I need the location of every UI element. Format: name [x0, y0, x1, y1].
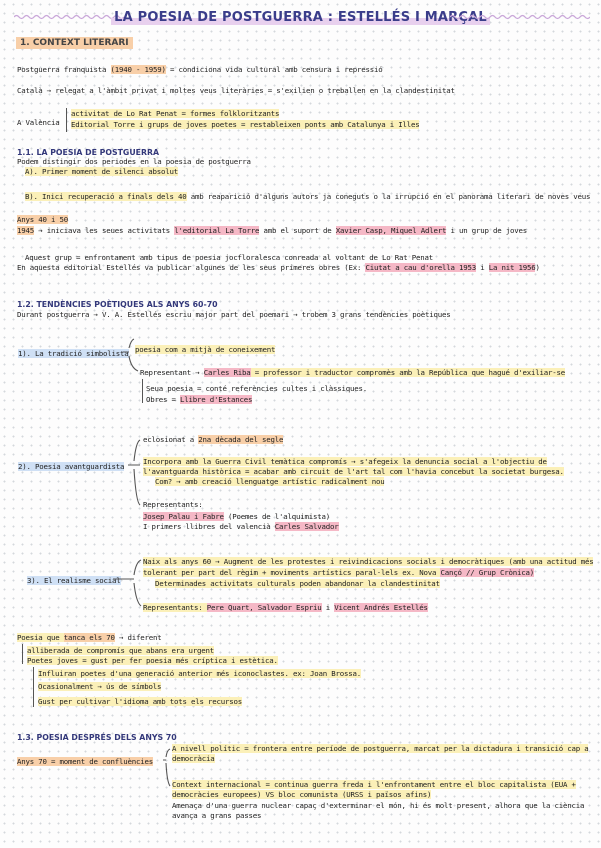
anys-70-a1: A nivell polític = frontera entre període de postguerra, marcat per la dictadura i transició cap a	[172, 744, 589, 753]
realisme-b: tolerant per part del règim + moviments artístics paral·lels ex. Nova Cançó // Grup Crònica)	[143, 568, 534, 577]
postguerra-line: Postguerra franquista (1940 - 1959) = condiciona vida cultural amb censura i repressió	[17, 65, 383, 74]
poesia-70-g: Ocasionalment → ús de símbols	[38, 682, 162, 691]
poesia-70-e: Poetes joves = gust per fer poesia més críptica i estètica.	[27, 656, 278, 665]
anys-70-line: Anys 70 = moment de confluències	[17, 757, 153, 766]
periode-a: A). Primer moment de silenci absolut	[25, 167, 178, 176]
periodes-line: Podem distingir dos periodes en la poesia de postguerra	[17, 157, 251, 166]
anys-70-c4: avança a grans passes	[172, 811, 262, 820]
line-1945: 1945 → iniciava les seues activitats l'editorial La Torre amb el suport de Xavier Casp, Miquel Adlert i un grup de joves	[17, 226, 527, 235]
avantguardista-a: eclosionat a 2na dècada del segle	[143, 435, 284, 444]
realisme-c: Determinades activitats culturals poden abandonar la clandestinitat	[155, 579, 440, 588]
simbolista-c: Seua poesia = conté referències cultes i clàssiques.	[146, 384, 367, 393]
avantguardista-b: Incorpora amb la Guerra Civil temàtica compromís → s'afegeix la denuncia social a l'objectiu de	[143, 457, 547, 466]
simbolista-d: Obres = Llibre d'Estances	[146, 395, 253, 404]
section-heading-context: 1. CONTEXT LITERARI	[16, 37, 133, 49]
tendencia-realisme: 3). El realisme social	[27, 576, 121, 585]
realisme-a: Naix als anys 60 → Augment de les protestes i reivindicacions socials i democràtiques (amb una actitud més	[143, 557, 594, 566]
anys-40-50: Anys 40 i 50	[17, 215, 68, 224]
anys-70-c1: Context internacional = continua guerra freda i l'enfrontament entre el bloc capitalista (EUA +	[172, 780, 576, 789]
realisme-d: Representants: Pere Quart, Salvador Espriu i Vicent Andrés Estellés	[143, 603, 428, 612]
avantguardista-f: Josep Palau i Fabre (Poemes de l'alquimista)	[143, 512, 330, 521]
avantguardista-d: Com? → amb creació llenguatge artístic radicalment nou	[155, 477, 385, 486]
tendencia-simbolista: 1). La tradició simbolista	[18, 349, 129, 358]
periode-b: B). Inici recuperació a finals dels 40 amb reaparició d'alguns autors ja coneguts o la irrupció en el panorama literari de noves veus	[25, 192, 591, 201]
avantguardista-c: l'avantguarda històrica = acabar amb circuit de l'art tal com l'havia concebut la societat burgesa.	[143, 467, 564, 476]
valencia-item-2: Editorial Torre i grups de joves poetes = restableixen ponts amb Catalunya i Illes	[71, 120, 420, 129]
tendencies-line: Durant postguerra → V. A. Estellés escriu major part del poemari → trobem 3 grans tendències poètiques	[17, 310, 451, 319]
simbolista-a: poesia com a mitjà de coneixement	[135, 345, 276, 354]
simbolista-b: Representant → Carles Riba = professor i traductor compromès amb la República que hagué d'exiliar-se	[140, 368, 565, 377]
poesia-70-f: Influiran poetes d'una generació anterior més iconoclastes. ex: Joan Brossa.	[38, 669, 361, 678]
tendencia-avantguardista: 2). Poesia avantguardista	[18, 462, 125, 471]
poesia-70-d: alliberada de compromís que abans era urgent	[27, 646, 214, 655]
editorial-line: En aquesta editorial Estellés va publicar algunes de les seus primeres obres (Ex: Ciutat a cau d'orella 1953 i La nit 1956)	[17, 263, 540, 272]
valencia-label: A València	[17, 118, 60, 127]
subheading-1-3: 1.3. POESIA DESPRÉS DELS ANYS 70	[17, 733, 177, 742]
subheading-1-1: 1.1. LA POESIA DE POSTGUERRA	[17, 148, 160, 157]
valencia-item-1: activitat de Lo Rat Penat = formes folkloritzants	[71, 109, 280, 118]
poesia-70-h: Gust per cultivar l'idioma amb tots els recursos	[38, 697, 242, 706]
grup-line: Aquest grup = enfrontament amb tipus de poesia jocfloralesca conreada al voltant de Lo Rat Penat	[25, 253, 433, 262]
avantguardista-e: Representants:	[143, 500, 203, 509]
anys-70-c3: Amenaça d'una guerra nuclear capaç d'exterminar el món, hi és molt present, alhora que la ciència	[172, 801, 585, 810]
poesia-70-line: Poesia que tanca els 70 → diferent	[17, 633, 162, 642]
subheading-1-2: 1.2. TENDÈNCIES POÈTIQUES ALS ANYS 60-70	[17, 300, 218, 309]
page-title: LA POESIA DE POSTGUERRA : ESTELLÉS I MARÇAL	[0, 10, 601, 25]
anys-70-a2: democràcia	[172, 754, 215, 763]
catala-line: Català → relegat a l'àmbit privat i moltes veus literàries = s'exilien o treballen en la clandestinitat	[17, 86, 455, 95]
anys-70-c2: democràcies europees) VS bloc comunista (URSS i països afins)	[172, 790, 432, 799]
avantguardista-g: I primers llibres del valencià Carles Salvador	[143, 522, 339, 531]
